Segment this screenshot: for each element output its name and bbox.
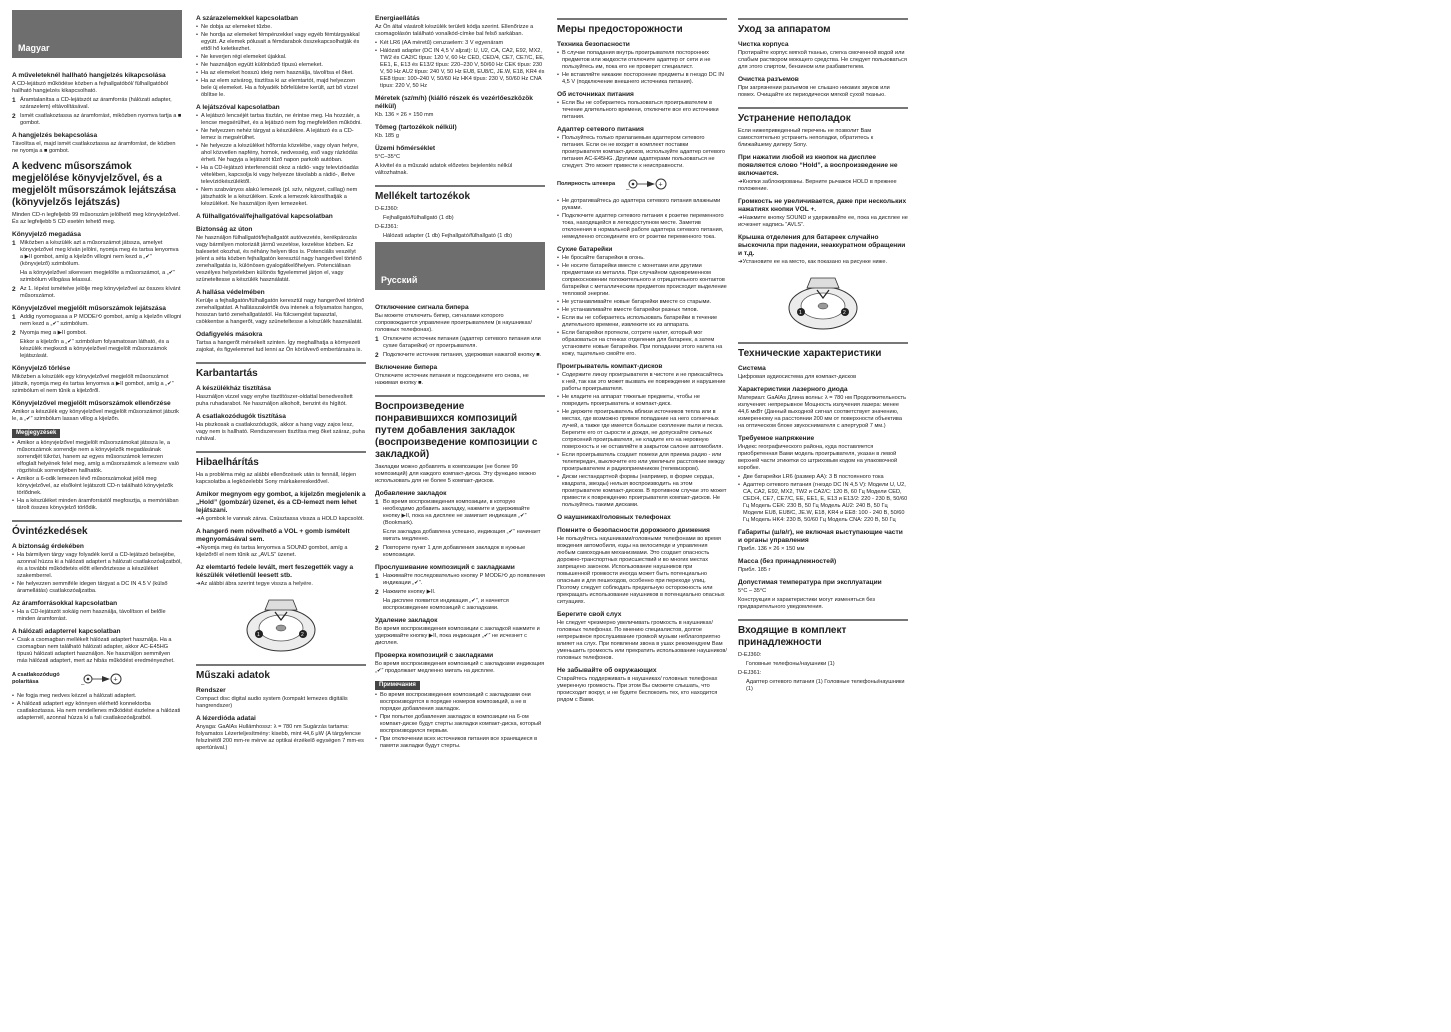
bullet-item: • Ne dobja az elemeket tűzbe. (196, 24, 366, 31)
paragraph: D-EJ361: (738, 670, 762, 676)
step-text: Addig nyomogassa a P MODE/⟲ gombot, amíg a kijelzőn villogni nem kezd a „✔” szimbólum. (20, 314, 182, 327)
svg-text:+: + (658, 181, 663, 189)
bullet-list (375, 40, 545, 90)
paragraph: Во время воспроизведения композиции с закладкой нажмите и удерживайте кнопку ▶II, пока индикация „✔” не исчезнет с дисплея. (375, 626, 540, 646)
notes-label: Megjegyzések (12, 429, 60, 438)
section-heading: A lejátszóval kapcsolatban (196, 104, 280, 111)
step-item (375, 573, 545, 587)
paragraph: Távolítsa el, majd ismét csatlakoztassa az áramforrást, de közben ne nyomja a ■ gombot. (12, 141, 176, 154)
section-heading: Könyvjelző megadása (12, 231, 81, 238)
bullet-item: • Csak a csomagban mellékelt hálózati adaptert használja. Ha a csomagban nem található hálózati adapter, akkor AC-E45HG típusú hálózati adaptert használjon. Ne használjon semmilyen más hálózati adaptert, mert az hibás működést eredményezhet. (12, 637, 182, 665)
bullet-item: • Ne helyezzen semmiféle idegen tárgyat a DC IN 4.5 V (külső áramellátás) csatlakozóaljzatba. (12, 581, 182, 595)
step-item (12, 113, 182, 127)
paragraph: D-EJ360: (375, 206, 399, 212)
plug-polarity-icon (625, 176, 669, 192)
section-heading: Сухие батарейки (557, 246, 613, 253)
section-heading: Отключение сигнала бипера (375, 304, 469, 311)
bullet-list (557, 100, 727, 121)
paragraph: ➜Кнопки заблокированы. Верните рычажок HOLD в прежнее положение. (738, 179, 897, 192)
column-4 (557, 10, 727, 1025)
section-heading: Крышка отделения для батареек случайно выскочила при падении, неаккуратном обращении и т.д. (738, 234, 906, 257)
paragraph: Amikor a készülék egy könyvjelzővel megjelölt műsorszámot játszik le, a „✔” szimbólum lassan villog a kijelzőn. (12, 409, 179, 422)
paragraph: A CD-lejátszó működése közben a fejhallgatóból/ fülhallgatóból hallható hangjelzés kikapcsolható. (12, 81, 169, 94)
bullet-list (196, 113, 366, 208)
step-number: 2 (375, 352, 379, 359)
paragraph: Ekkor a kijelzőn a „✔” szimbólum folyamatosan látható, és a készülék megkezdi a könyvjelzővel megjelölt műsorszámok lejátszását. (20, 339, 169, 359)
paragraph: ➜Az alábbi ábra szerint tegye vissza a helyére. (196, 581, 313, 587)
plug-polarity (557, 176, 727, 192)
bullet-list (738, 474, 908, 524)
paragraph: Minden CD-n legfeljebb 99 műsorszám jelölhető meg könyvjelzővel. És az legfeljebb 5 CD esetén tehető meg. (12, 212, 180, 225)
section-heading: A hálózati adapterrel kapcsolatban (12, 628, 121, 635)
bullet-list (12, 440, 182, 512)
paragraph: Ha piszkosak a csatlakozódugók, akkor a hang vagy zajos lesz, vagy nem is hallható. Rendszeresen tisztítsa meg őket száraz, puha ruhával. (196, 422, 365, 442)
column-5 (738, 10, 908, 1025)
chapter-heading: Hibaelhárítás (196, 451, 366, 469)
bullet-item: • В случае попадания внутрь проигрывателя посторонних предметов или жидкости отключите адаптер от сети и не пользуйтесь им, пока его не проверит специалист. (557, 50, 727, 71)
language-tab: Русский (375, 242, 545, 290)
section-heading: Берегите свой слух (557, 611, 622, 618)
bullet-item: • Ha az elem szivárog, tisztítsa ki az elemtartót, majd helyezzen bele új elemeket. Ha a folyadék bőrfelületre került, azt bő vízzel öblítse le. (196, 78, 366, 99)
bullet-list (557, 50, 727, 86)
bullet-list (557, 198, 727, 241)
bullet-item: • Не держите проигрыватель вблизи источников тепла или в местах, где возможно прямое попадание на него солнечных лучей, а также где имеется большое скопление пыли и песка. Берегите его от сырости и дождя, не допускайте сильных сотрясений проигрывателя, не кладите его на неровную поверхность и не оставляйте в закрытом салоне автомобиля. (557, 409, 727, 451)
column-3 (375, 10, 545, 1025)
paragraph: Индекс географического района, куда поставляется приобретенная Вами модель проигрывателя, указан в левой верхней части этикетки со штриховым кодом на упаковочной коробке. (738, 444, 898, 471)
bullet-item: • Не вставляйте никакие посторонние предметы в гнездо DC IN 4,5 V (подключение внешнего источника питания). (557, 72, 727, 86)
chapter-heading: Входящие в комплект принадлежности (738, 619, 908, 649)
bullet-item: • Содержите линзу проигрывателя в чистоте и не прикасайтесь к ней, так как это может вызвать ее повреждение и нарушение работы проигрывателя. (557, 372, 727, 393)
section-heading: Könyvjelzővel megjelölt műsorszámok lejátszása (12, 305, 166, 312)
step-number: 1 (12, 97, 16, 104)
section-heading: Tömeg (tartozékok nélkül) (375, 124, 457, 131)
paragraph: Цифровая аудиосистема для компакт-дисков (738, 374, 857, 380)
device-figure (738, 272, 908, 334)
step-number: 2 (12, 286, 16, 293)
bullet-item: • Nem szabványos alakú lemezek (pl. szív, négyzet, csillag) nem játszhatók le a készüléken. Ezek a lemezek károsíthatják a készüléket. Ne használjon ilyen lemezeket. (196, 187, 366, 208)
chapter-heading: Mellékelt tartozékok (375, 185, 545, 203)
bullet-item: • Ne használjon együtt különböző típusú elemeket. (196, 62, 366, 69)
paragraph: Конструкция и характеристики могут изменяться без предварительного уведомления. (738, 597, 875, 610)
step-number: 1 (12, 314, 16, 321)
step-number: 2 (12, 330, 16, 337)
bullet-item: • Не кладите на аппарат тяжелые предметы, чтобы не повредить проигрыватель и компакт-диск. (557, 394, 727, 408)
bullet-list (557, 372, 727, 509)
bullet-item: • Диски нестандартной формы (например, в форме сердца, квадрата, звезды) нельзя воспроизводить на этом проигрывателе компакт-дисков. В противном случае это может привести к повреждению проигрывателя компакт-дисков. Не пользуйтесь такими дисками. (557, 474, 727, 509)
section-heading: Проверка композиций с закладками (375, 652, 494, 659)
step-text: Повторите пункт 1 для добавления закладок в нужные композиции. (383, 545, 526, 558)
section-heading: Odafigyelés másokra (196, 331, 263, 338)
paragraph: 5°C–35°C (375, 154, 400, 160)
paragraph: Compact disc digital audio system (kompakt lemezes digitális hangrendszer) (196, 696, 348, 709)
step-number: 1 (375, 336, 379, 343)
bullet-item: • Адаптер сетевого питания (гнездо DC IN 4,5 V): Модели U, U2, CA, CA2, E92, MX2, TW2 и CA2/C: 120 В, 60 Гц Модели CED, CED/4, CE7, CE7/C, EE, EE1, E, E13 и E13/2: 220 - 230 В, 50/60 Гц Модель CEK: 230 В, 50 Гц Модель AU2: 240 В, 50 Гц Модели EU8, EU8/C, JE.W, E18, KR4 и EE8: 100 - 240 В, 50/60 Гц Модель HK4: 230 В, 50/60 Гц Модель CNA: 220 В, 50 Гц (738, 482, 908, 524)
step-item (375, 499, 545, 527)
paragraph: Старайтесь поддерживать в наушниках/ головных телефонах умеренную громкость. При этом Вы сможете слышать, что происходит вокруг, и не будете беспокоить тех, кто находится рядом с Вами. (557, 676, 718, 703)
paragraph: ➜Nyomja meg és tartsa lenyomva a SOUND gombot, amíg a kijelzőről el nem tűnik az „AVLS” üzenet. (196, 545, 348, 558)
bullet-item: • Во время воспроизведения композиций с закладками они воспроизводятся в порядке номеров композиций, а не в порядке добавления закладок. (375, 692, 545, 713)
step-number: 2 (12, 113, 16, 120)
paragraph: Anyaga: GaAlAs Hullámhossz: λ = 780 nm Sugárzás tartama: folyamatos Lézerteljesítmény: kisebb, mint 44,6 μW (A tárgylencse felszínétől 200 mm-re mérve az optikai érzékelő egységen 7 mm-es apertúrával.) (196, 724, 364, 751)
plug-polarity-icon (80, 671, 124, 687)
step-number: 2 (375, 545, 379, 552)
bullet-item: • Ha a CD-lejátszót sokáig nem használja, távolítson el belőle minden áramforrást. (12, 609, 182, 623)
section-heading: A fülhallgatóval/fejhallgatóval kapcsolatban (196, 213, 333, 220)
section-heading: Прослушивание композиций с закладками (375, 564, 515, 571)
paragraph: Kerülje a fejhallgatón/fülhallgatón keresztül nagy hangerővel történő zenehallgatást. A hallásszakértők óva intenek a folyamatos hangos, hosszan tartó zenehallgatástól. Ha fülcsengést tapasztal, csökkentse a hangerőt, vagy szüneteltesse a készülék használatát. (196, 298, 365, 325)
section-heading: Az elemtartó fedele levált, mert feszegették vagy a készülék véletlenül leesett stb. (196, 564, 354, 579)
bullet-item: • Két LR6 (AA méretű) ceruzaelem: 3 V egyenáram (375, 40, 545, 47)
step-text: Нажимайте последовательно кнопку P MODE/⟲ до появления индикации „✔”. (383, 573, 545, 586)
bullet-item: • Amikor a könyvjelzővel megjelölt műsorszámokat játssza le, a műsorszámok sorrendje nem a könyvjelzők megadásának sorrendjét tükrözi, hanem az egyes műsorszámok lemezen elfoglalt helyének felel meg, amíg a műsorszámok a lemezre való rögzítésük sorrendjében hallhatók. (12, 440, 182, 475)
step-text: Az 1. lépést ismételve jelölje meg könyvjelzővel az összes kívánt műsorszámot. (20, 286, 181, 299)
paragraph: На дисплее появится индикация „✔”, и начнется воспроизведение композиций с закладками. (383, 598, 509, 611)
section-heading: О наушниках/головных телефонах (557, 514, 671, 521)
notes-label: Примечания (375, 681, 420, 690)
bullet-item: • Не бросайте батарейки в огонь. (557, 255, 727, 262)
section-heading: A biztonság érdekében (12, 543, 84, 550)
paragraph: ➜Установите ее на место, как показано на рисунке ниже. (738, 259, 888, 265)
bullet-list (12, 637, 182, 665)
section-heading: Amikor megnyom egy gombot, a kijelzőn megjelenik a „Hold” (gombzár) üzenet, és a CD-lemezt nem lehet lejátszani. (196, 491, 366, 514)
chapter-heading: Меры предосторожности (557, 18, 727, 36)
paragraph: Не пользуйтесь наушниками/головными телефонами во время вождения автомобиля, езды на велосипеде и управления любым самоходным механизмами. Это создает опасность дорожно-транспортных происшествий и во многих местах запрещено законом. Использование наушников при повышенной громкости иногда может быть потенциально опасным и для пешеходов, особенно при переходе улиц. Поэтому следует соблюдать предельную осторожность или прекращать использование наушников в потенциально опасных ситуациях. (557, 536, 725, 605)
section-heading: A hallása védelmében (196, 289, 265, 296)
device-figure (196, 594, 366, 656)
plug-polarity (12, 671, 182, 687)
paragraph: При загрязнении разъемов не слышно никаких звуков или помех. Очищайте их периодически мягкой сухой тканью. (738, 85, 890, 98)
bullet-item: • При попытке добавления закладок в композиции на 6-ом компакт-диске будут стерты закладки компакт-диска, который воспроизводился первым. (375, 714, 545, 735)
section-heading: Техника безопасности (557, 41, 630, 48)
paragraph: ➜A gombok le vannak zárva. Csúsztassa vissza a HOLD kapcsolót. (196, 516, 364, 522)
step-item (375, 352, 545, 359)
paragraph: Прибл. 136 × 26 × 150 мм (738, 546, 805, 552)
chapter-heading: Воспроизведение понравившихся композиций путем добавления закладок (воспроизведение композиции с закладкой) (375, 395, 545, 461)
paragraph: Отключите источник питания и подсоедините его снова, не нажимая кнопку ■. (375, 373, 529, 386)
chapter-heading: Устранение неполадок (738, 107, 908, 125)
step-text: Áramtalanítsa a CD-lejátszót az áramforrás (hálózati adapter, szárazelem) eltávolításával. (20, 97, 172, 110)
svg-text:–: – (81, 682, 85, 687)
paragraph: ➜Нажмите кнопку SOUND и удерживайте ее, пока на дисплее не исчезнет надпись “AVLS”. (738, 215, 908, 228)
step-item (12, 314, 182, 328)
bullet-item: • Amikor a 6-odik lemezen lévő műsorszámokat jelöli meg könyvjelzővel, az elsőként lejátszott CD-n található könyvjelzők törlődnek. (12, 476, 182, 497)
section-heading: Méretek (sz/m/h) (kiálló részek és vezérlőeszközök nélkül) (375, 95, 533, 110)
chapter-heading: A kedvenc műsorszámok megjelölése könyvjelzővel, és a megjelölt műsorszámok lejátszása (könyvjelzős lejátszás) (12, 161, 176, 208)
step-text: Подключите источник питания, удерживая нажатой кнопку ■. (383, 352, 542, 358)
section-heading: A lézerdióda adatai (196, 715, 256, 722)
paragraph: Ne használjon fülhallgatót/fejhallgatót autóvezetés, kerékpározás vagy bármilyen motorizált jármű vezetése, kezelése közben. Ez balesetet okozhat, és néhány helyen tilos is. Potenciális veszélyt jelent a séta közben fejhallgatón keresztül nagy hangerővel történő zenehallgatás is, különösen gyalogátkelőhelyen. Potenciálisan veszélyes helyzetekben különös figyelemmel járjon el, vagy szüneteltesse a készülék használatát. (196, 235, 362, 283)
paragraph: Прибл. 185 г (738, 567, 771, 573)
svg-text:1: 1 (257, 632, 260, 638)
bullet-item: • Пользуйтесь только прилагаемым адаптером сетевого питания. Если он не входит в комплект поставки проигрывателя компакт-дисков, используйте адаптер сетевого питания AC-E45HG. Другими адаптерами пользоваться не следует. Это может привести к неисправности. (557, 135, 727, 170)
section-heading: A szárazelemekkel kapcsolatban (196, 15, 299, 22)
section-heading: Требуемое напряжение (738, 435, 815, 442)
section-heading: Rendszer (196, 687, 226, 694)
section-heading: Üzemi hőmérséklet (375, 145, 436, 152)
paragraph: A kivitel és a műszaki adatok előzetes bejelentés nélkül változhatnak. (375, 163, 513, 176)
bullet-item: • Подключите адаптер сетевого питания к розетке переменного тока, находящейся в легкодоступном месте. Заметив отклонения в нормальной работе адаптера сетевого питания, немедленно отсоедините его от розетки переменного тока. (557, 213, 727, 241)
chapter-heading: Технические характеристики (738, 342, 908, 360)
step-item (12, 330, 182, 337)
section-heading: Чистка корпуса (738, 41, 789, 48)
bullet-item: • Если батарейки протекли, сотрите налет, который мог образоваться на стенках отделения для батареек, а затем установите новые батарейки. При попадании этого налета на кожу, тщательно смойте его. (557, 330, 727, 358)
bullet-item: • Ne keverjen régi elemeket újakkal. (196, 54, 366, 61)
step-item (12, 240, 182, 268)
step-text: Нажмите кнопку ▶II. (383, 589, 436, 595)
paragraph: Головные телефоны/наушники (1) (746, 661, 835, 667)
bullet-list (196, 24, 366, 99)
section-heading: Könyvjelző törlése (12, 365, 71, 372)
bullet-item: • Две батарейки LR6 (размер АА): 3 В постоянного тока (738, 474, 908, 481)
chapter-heading: Karbantartás (196, 362, 366, 380)
bullet-item: • При отключении всех источников питания все хранящиеся в памяти закладки будут стерты. (375, 736, 545, 750)
paragraph: Fejhallgató/fülhallgató (1 db) (383, 215, 454, 221)
section-heading: A csatlakozódugók tisztítása (196, 413, 286, 420)
bullet-item: • A hálózati adaptert egy könnyen elérhető konnektorba csatlakoztassa. Ha nem rendellenes működést észlelne a hálózati adapternél, azonnal húzza ki a fali csatlakozóaljzatból. (12, 701, 182, 722)
paragraph: Материал: GaAlAs Длина волны: λ = 780 нм Продолжительность излучения: непрерывное Мощность излучения лазера: менее 44,6 мкВт (Данный выходной сигнал соответствует значению, измеренному на расстоянии 200 мм от поверхности объектива на оптическом блоке звукоснимателя с апертурой 7 мм.) (738, 395, 906, 429)
step-item (375, 336, 545, 350)
section-heading: Масса (без принадлежностей) (738, 558, 837, 565)
section-heading: Включение бипера (375, 364, 438, 371)
paragraph: D-EJ360: (738, 652, 762, 658)
paragraph: Вы можете отключить бипер, сигналами которого сопровождается управление проигрывателем (в наушниках/головных телефонах). (375, 313, 532, 333)
svg-text:2: 2 (843, 310, 846, 316)
step-text: Nyomja meg a ▶II gombot. (20, 330, 87, 336)
section-heading: A műveleteknél hallható hangjelzés kikapcsolása (12, 72, 166, 79)
plug-polarity-label: Полярность штекера (557, 180, 616, 187)
bullet-item: • Ne hordja az elemeket fémpénzekkel vagy egyéb fémtárgyakkal együtt. Az elemek pólusait a fémdarabok összekapcsolhatják és ettől hő keletkezhet. (196, 32, 366, 53)
bullet-item: • Hálózati adapter (DC IN 4,5 V aljzat): U, U2, CA, CA2, E92, MX2, TW2 és CA2/C típus: 120 V, 60 Hz CED, CED/4, CE7, CE7/C, EE, EE1, E, E13 és E13/2 típus: 220–230 V, 50/60 Hz CEK típus: 230 V, 50 Hz AU2 típus: 240 V, 50 Hz EU8, EU8/C, JE.W, E18, KR4 és EE8 típus: 100–240 V, 50/60 Hz HK4 típus: 230 V, 50/60 Hz CNA típus: 220 V, 50 Hz (375, 48, 545, 90)
section-heading: Добавление закладок (375, 490, 447, 497)
section-heading: A hangjelzés bekapcsolása (12, 132, 98, 139)
bullet-item: • Если Вы не собираетесь пользоваться проигрывателем в течение длительного времени, отключите все его источники питания. (557, 100, 727, 121)
bullet-item: • Не устанавливайте новые батарейки вместе со старыми. (557, 299, 727, 306)
svg-text:–: – (626, 187, 630, 192)
paragraph: Miközben a készülék egy könyvjelzővel megjelölt műsorszámot játszik, nyomja meg és tartsa lenyomva a ▶II gombot, amíg a „✔” szimbólum el nem tűnik a kijelzőről. (12, 374, 174, 394)
section-heading: Könyvjelzővel megjelölt műsorszámok ellenőrzése (12, 400, 171, 407)
step-item (12, 286, 182, 300)
bullet-list (12, 693, 182, 722)
paragraph: Használjon vizzel vagy enyhe tisztítószer-oldattal benedvesített puha ruhadarabot. Ne használjon alkoholt, benzint és hígítót. (196, 394, 353, 407)
bullet-item: • Ha a készüléket minden áramforrástól megfosztja, a memóriában tárolt összes könyvjelző törlődik. (12, 498, 182, 512)
bullet-list (557, 255, 727, 358)
paragraph: Закладки можно добавлять в композиции (не более 99 композиций) для каждого компакт-диска. Эту функцию можно использовать для не более 5 компакт-дисков. (375, 464, 536, 484)
bullet-item: • Ne helyezze a készüléket hőforrás közelébe, vagy olyan helyre, ahol közvetlen napfény, homok, nedvesség, eső vagy rázkódás érheti. Ne hagyja a lejátszót tűző napon parkoló autóban. (196, 143, 366, 164)
paragraph: Kb. 136 × 26 × 150 mm (375, 112, 434, 118)
step-text: Miközben a készülék azt a műsorszámot játssza, amelyet könyvjelzővel meg kíván jelölni, nyomja meg és tartsa lenyomva a ▶II gombot, amíg a kijelzőn villogni nem kezd a „✔” (könyvjelző) szimbólum. (20, 240, 179, 267)
paragraph: Kb. 185 g (375, 133, 399, 139)
paragraph: D-EJ361: (375, 224, 399, 230)
bullet-list (12, 609, 182, 623)
section-heading: Energiaellátás (375, 15, 420, 22)
step-text: Во время воспроизведения композиции, в которую необходимо добавить закладку, нажмите и удерживайте кнопку ▶II, пока на дисплее не замигает индикация „✔” (Bookmark). (383, 499, 530, 526)
bullet-item: • Ha a CD-lejátszó interferenciát okoz a rádió- vagy televízióadás vételében, kapcsolja ki vagy helyezze távolabb a rádió-, illetve televíziókészüléktől. (196, 165, 366, 186)
section-heading: Удаление закладок (375, 617, 438, 624)
chapter-heading: Уход за аппаратом (738, 18, 908, 36)
section-heading: Габариты (ш/в/г), не включая выступающие части и органы управления (738, 529, 903, 544)
section-heading: Громкость не увеличивается, даже при нескольких нажатиях кнопки VOL +. (738, 198, 907, 213)
section-heading: Характеристики лазерного диода (738, 386, 848, 393)
language-tab: Magyar (12, 10, 182, 58)
paragraph: Во время воспроизведения композиций с закладками индикация „✔” продолжает медленно мигать на дисплее. (375, 661, 545, 674)
bullet-item: • Не устанавливайте вместе батарейки разных типов. (557, 307, 727, 314)
paragraph: 5°C – 35°C (738, 588, 767, 594)
bullet-item: • Не дотрагивайтесь до адаптера сетевого питания влажными руками. (557, 198, 727, 212)
bullet-list (375, 692, 545, 750)
step-text: Отключите источник питания (адаптер сетевого питания или сухие батарейки) от проигрывателя. (383, 336, 541, 349)
bullet-item: • Если проигрыватель создает помехи для приема радио - или телепередач, выключите его или увеличьте расстояние между проигрывателем и радиоприемником (телевизором). (557, 452, 727, 473)
section-heading: Очистка разъемов (738, 76, 799, 83)
paragraph: Адаптер сетевого питания (1) Головные телефоны/наушники (1) (746, 679, 905, 692)
svg-text:+: + (113, 676, 118, 684)
battery-lid-illustration (783, 272, 863, 334)
section-heading: Помните о безопасности дорожного движения (557, 527, 710, 534)
paragraph: Протирайте корпус мягкой тканью, слегка смоченной водой или слабым раствором моющего средства. Не следует пользоваться для этого спиртом, бензином или разбавителем. (738, 50, 907, 70)
paragraph: Ha a problémа még az alábbi ellenőrzések után is fennáll, lépjen kapcsolatba a legközelebbi Sony márkakereskedővel. (196, 472, 357, 485)
section-heading: Адаптер сетевого питания (557, 126, 644, 133)
step-number: 1 (375, 573, 379, 580)
paragraph: Не следует чрезмерно увеличивать громкость в наушниках/головных телефонах. По мнению специалистов, долгое непрерывное прослушивание громкой музыки неблагоприятно влияет на слух. При появлении звона в ушах рекомендуем Вам уменьшить громкость или прекратить использование наушников/головных телефонов. (557, 620, 727, 661)
column-2 (196, 10, 366, 1025)
svg-text:1: 1 (799, 310, 802, 316)
step-item (375, 545, 545, 559)
step-number: 1 (375, 499, 379, 506)
section-heading: Не забывайте об окружающих (557, 667, 657, 674)
section-heading: Допустимая температура при эксплуатации (738, 579, 882, 586)
battery-lid-illustration (241, 594, 321, 656)
section-heading: Система (738, 365, 766, 372)
step-item (12, 97, 182, 111)
section-heading: Об источниках питания (557, 91, 634, 98)
bullet-item: • Ha az elemeket hosszú ideig nem használja, távolítsa el őket. (196, 70, 366, 77)
svg-text:2: 2 (301, 632, 304, 638)
step-number: 2 (375, 589, 379, 596)
paragraph: Если нижеприведенный перечень не позволит Вам самостоятельно устранить неполадки, обратитесь к ближайшему дилеру Sony. (738, 128, 874, 148)
paragraph: Если закладка добавлена успешно, индикация „✔” начинает мигать медленно. (383, 529, 541, 542)
step-item (375, 589, 545, 596)
bullet-item: • A lejátszó lencséjét tartsa tisztán, ne érintse meg. Ha hozzáér, a lencse megsérülhet, és a lejátszó nem fog megfelelően működni. (196, 113, 366, 127)
bullet-item: • Не носите батарейки вместе с монетами или другими предметами из металла. При случайном одновременном соприкосновении положительного и отрицательного контактов батарейки с металлическим предметом происходит выделение тепловой энергии. (557, 263, 727, 298)
step-number: 1 (12, 240, 16, 247)
paragraph: Az Ön által vásárolt készülék területi kódja szerint. Ellenőrizze a csomagolásón található vonalkód-címke bal felső sarkában. (375, 24, 534, 37)
bullet-item: • Ne helyezzen nehéz tárgyat a készülékre. A lejátszó és a CD-lemez is megsérülhet. (196, 128, 366, 142)
step-text: Ismét csatlakoztassa az áramforrást, miközben nyomva tartja a ■ gombot. (20, 113, 182, 126)
column-1 (12, 10, 182, 1025)
bullet-item: • Ha bármilyen tárgy vagy folyadék kerül a CD-lejátszó belsejébe, azonnal húzza ki a hálózati adaptert a hálózati csatlakozóaljzatból, és a további működtetés előtt ellenőriztesse a készüléket szakemberrel. (12, 552, 182, 580)
section-heading: Проигрыватель компакт-дисков (557, 363, 663, 370)
section-heading: Az áramforrásokkal kapcsolatban (12, 600, 118, 607)
section-heading: Biztonság az úton (196, 226, 253, 233)
section-heading: A hangerő nem növelhető a VOL + gomb ismételt megnyomásával sem. (196, 528, 350, 543)
bullet-item: • Если вы не собираетесь использовать батарейки в течение длительного времени, извлеките их из аппарата. (557, 315, 727, 329)
plug-polarity-label: A csatlakozódugó polaritása (12, 672, 60, 685)
section-heading: A készülékház tisztítása (196, 385, 271, 392)
section-heading: При нажатии любой из кнопок на дисплее появляется слово “Hold”, а воспроизведение не включается. (738, 154, 898, 177)
paragraph: Tartsa a hangerőt mérsékelt szinten. Így meghallhatja a környezeti zajokat, és figyelemmel tud lenni az Ön körülvevő embertársaira is. (196, 340, 363, 353)
paragraph: Ha a könyvjelzővel sikeresen megjelölte a műsorszámot, a „✔” szimbólum villogása lelassul. (20, 270, 176, 283)
bullet-item: • Ne fogja meg nedves kézzel a hálózati adaptert. (12, 693, 182, 700)
chapter-heading: Műszaki adatok (196, 664, 366, 682)
paragraph: Hálózati adapter (1 db) Fejhallgató/fülhallgató (1 db) (383, 233, 513, 239)
bullet-list (12, 552, 182, 595)
bullet-list (557, 135, 727, 170)
chapter-heading: Óvintézkedések (12, 520, 182, 538)
